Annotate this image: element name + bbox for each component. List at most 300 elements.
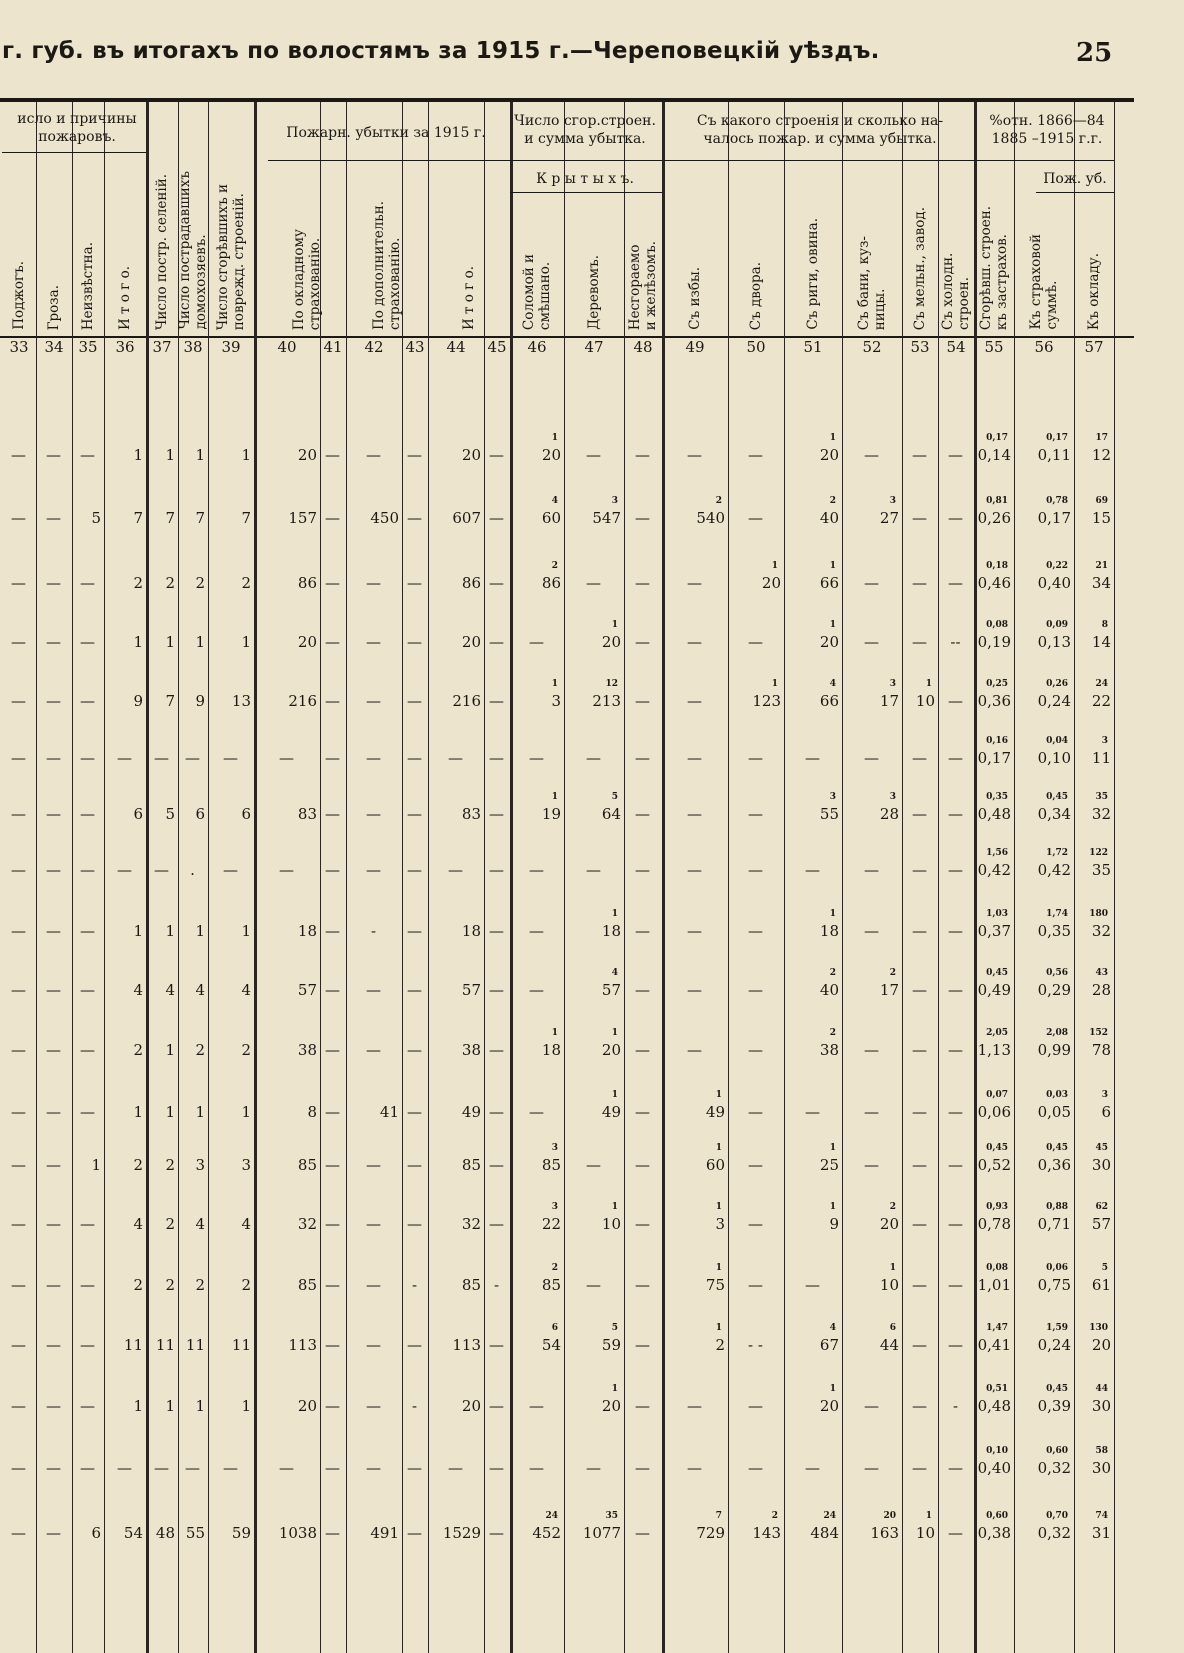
table-cell: — bbox=[489, 574, 504, 592]
column-number: 36 bbox=[115, 338, 135, 356]
table-cell: — bbox=[635, 1459, 650, 1477]
table-cell-count: 2 bbox=[771, 1511, 778, 1521]
table-cell-count: 1 bbox=[551, 433, 558, 443]
table-cell: 18 bbox=[297, 922, 317, 940]
table-cell-count: 24 bbox=[823, 1511, 836, 1521]
table-cell: — bbox=[586, 446, 601, 464]
table-cell: 32 bbox=[461, 1215, 481, 1233]
table-cell: — bbox=[687, 446, 702, 464]
table-cell-count: 0,56 bbox=[1046, 968, 1068, 978]
column-number: 34 bbox=[44, 338, 64, 356]
column-header-label: И т о г о. bbox=[117, 265, 133, 330]
table-cell: — bbox=[489, 1459, 504, 1477]
table-cell: 0,71 bbox=[1037, 1215, 1071, 1233]
column-header bbox=[842, 196, 902, 330]
table-cell: 27 bbox=[879, 509, 899, 527]
column-number: 43 bbox=[405, 338, 425, 356]
table-cell: — bbox=[80, 633, 95, 651]
table-cell: — bbox=[46, 1397, 61, 1415]
column-rule bbox=[104, 102, 105, 1653]
column-header bbox=[974, 196, 1014, 330]
table-cell-count: 1,56 bbox=[986, 848, 1008, 858]
table-cell: — bbox=[11, 1041, 26, 1059]
column-rule bbox=[208, 102, 209, 1653]
column-header bbox=[662, 196, 728, 330]
table-cell: 0,75 bbox=[1037, 1276, 1071, 1294]
table-cell: — bbox=[864, 861, 879, 879]
table-cell: 11 bbox=[155, 1336, 175, 1354]
column-number: 49 bbox=[685, 338, 705, 356]
table-cell: — bbox=[948, 981, 963, 999]
table-cell: 22 bbox=[1091, 692, 1111, 710]
table-cell-count: 0,10 bbox=[986, 1446, 1008, 1456]
table-cell-count: 3 bbox=[889, 679, 896, 689]
table-cell: — bbox=[366, 1336, 381, 1354]
table-cell: — bbox=[325, 1215, 340, 1233]
table-cell: 0,78 bbox=[977, 1215, 1011, 1233]
header-rule bbox=[268, 160, 510, 161]
group-header-burnt: Число сгор.строен. и сумма убытка. bbox=[514, 113, 656, 147]
column-number: 55 bbox=[984, 338, 1004, 356]
table-cell: — bbox=[586, 574, 601, 592]
table-cell: — bbox=[748, 922, 763, 940]
table-cell: — bbox=[687, 749, 702, 767]
table-cell-count: 0,60 bbox=[1046, 1446, 1068, 1456]
table-cell: — bbox=[46, 574, 61, 592]
table-cell: 20 bbox=[819, 446, 839, 464]
table-cell: 19 bbox=[541, 805, 561, 823]
table-cell: 6 bbox=[133, 805, 143, 823]
table-cell: 20 bbox=[297, 633, 317, 651]
table-cell: — bbox=[864, 1041, 879, 1059]
table-cell: 66 bbox=[819, 574, 839, 592]
table-cell: — bbox=[407, 981, 422, 999]
table-cell: 0,38 bbox=[977, 1524, 1011, 1542]
table-cell: 20 bbox=[541, 446, 561, 464]
table-cell: 32 bbox=[1091, 805, 1111, 823]
table-cell-count: 21 bbox=[1095, 561, 1108, 571]
table-cell: 0,17 bbox=[977, 749, 1011, 767]
table-cell: — bbox=[325, 805, 340, 823]
table-cell: — bbox=[489, 446, 504, 464]
table-cell: 0,13 bbox=[1037, 633, 1071, 651]
table-cell-count: 5 bbox=[611, 792, 618, 802]
table-cell: — bbox=[11, 1103, 26, 1121]
table-cell: — bbox=[366, 1276, 381, 1294]
table-cell: 540 bbox=[696, 509, 725, 527]
table-cell: — bbox=[635, 1276, 650, 1294]
table-cell: 85 bbox=[297, 1156, 317, 1174]
table-cell: 2 bbox=[133, 1276, 143, 1294]
table-cell-count: 0,45 bbox=[986, 968, 1008, 978]
table-cell: 113 bbox=[452, 1336, 481, 1354]
table-cell-count: 1 bbox=[715, 1090, 722, 1100]
table-cell: — bbox=[586, 861, 601, 879]
table-cell: — bbox=[366, 981, 381, 999]
table-cell: — bbox=[912, 1215, 927, 1233]
table-cell-count: 2 bbox=[889, 1202, 896, 1212]
table-cell: — bbox=[407, 692, 422, 710]
table-cell: 75 bbox=[705, 1276, 725, 1294]
table-cell-count: 3 bbox=[1101, 736, 1108, 746]
table-cell: — bbox=[748, 749, 763, 767]
table-cell: 157 bbox=[288, 509, 317, 527]
table-cell-count: 1 bbox=[829, 909, 836, 919]
table-cell-count: 0,16 bbox=[986, 736, 1008, 746]
table-cell: — bbox=[948, 692, 963, 710]
table-cell: — bbox=[366, 1459, 381, 1477]
table-cell: — bbox=[366, 692, 381, 710]
table-cell: 59 bbox=[231, 1524, 251, 1542]
table-cell: — bbox=[80, 861, 95, 879]
table-cell-count: 1 bbox=[611, 1028, 618, 1038]
header-rule bbox=[1036, 192, 1114, 193]
table-cell: — bbox=[407, 446, 422, 464]
column-number: 35 bbox=[78, 338, 98, 356]
column-header bbox=[268, 196, 346, 330]
column-number: 41 bbox=[323, 338, 343, 356]
column-rule bbox=[320, 102, 321, 1653]
table-cell: 7 bbox=[241, 509, 251, 527]
table-cell: — bbox=[748, 633, 763, 651]
table-cell: 1 bbox=[91, 1156, 101, 1174]
table-cell: — bbox=[912, 805, 927, 823]
table-cell: — bbox=[46, 861, 61, 879]
table-cell: — bbox=[912, 446, 927, 464]
table-cell: - - bbox=[748, 1336, 763, 1354]
table-cell: — bbox=[864, 922, 879, 940]
table-cell: 20 bbox=[601, 1397, 621, 1415]
column-header-label: Съ мельн., завод. bbox=[912, 206, 928, 330]
table-cell: — bbox=[223, 1459, 238, 1477]
table-cell-count: 8 bbox=[1101, 620, 1108, 630]
column-header bbox=[1074, 196, 1114, 330]
table-cell: 1 bbox=[133, 922, 143, 940]
table-cell: — bbox=[489, 633, 504, 651]
table-cell: 10 bbox=[915, 692, 935, 710]
table-cell: — bbox=[407, 749, 422, 767]
table-cell: — bbox=[80, 749, 95, 767]
table-cell: 0,40 bbox=[977, 1459, 1011, 1477]
table-cell: 3 bbox=[551, 692, 561, 710]
table-cell: — bbox=[912, 1103, 927, 1121]
table-cell-count: 1 bbox=[611, 909, 618, 919]
table-cell: 1 bbox=[165, 1103, 175, 1121]
table-cell: — bbox=[635, 861, 650, 879]
column-number: 50 bbox=[746, 338, 766, 356]
table-cell: 1 bbox=[133, 1397, 143, 1415]
column-header-label: Число постр. селеній. bbox=[154, 173, 170, 330]
table-cell-count: 2 bbox=[715, 496, 722, 506]
table-cell: 491 bbox=[370, 1524, 399, 1542]
table-cell: 1 bbox=[195, 1103, 205, 1121]
table-cell-count: 1 bbox=[829, 620, 836, 630]
table-cell: 49 bbox=[461, 1103, 481, 1121]
table-cell: — bbox=[529, 981, 544, 999]
table-cell: 60 bbox=[541, 509, 561, 527]
table-cell: 0,32 bbox=[1037, 1459, 1071, 1477]
table-cell: 20 bbox=[819, 633, 839, 651]
table-cell: 55 bbox=[819, 805, 839, 823]
column-number: 52 bbox=[862, 338, 882, 356]
table-cell: 20 bbox=[297, 446, 317, 464]
column-rule bbox=[402, 102, 403, 1653]
table-cell: 28 bbox=[879, 805, 899, 823]
table-cell: — bbox=[687, 574, 702, 592]
table-cell: — bbox=[366, 574, 381, 592]
table-cell: 213 bbox=[592, 692, 621, 710]
table-cell: — bbox=[325, 509, 340, 527]
table-cell: 0,99 bbox=[1037, 1041, 1071, 1059]
table-cell: 484 bbox=[810, 1524, 839, 1542]
table-cell: - bbox=[952, 1397, 959, 1415]
table-cell-count: 1 bbox=[829, 433, 836, 443]
table-cell: 0,06 bbox=[977, 1103, 1011, 1121]
column-rule bbox=[728, 102, 729, 1653]
table-cell: 123 bbox=[752, 692, 781, 710]
table-cell-count: 3 bbox=[551, 1143, 558, 1153]
table-cell: — bbox=[46, 922, 61, 940]
table-cell: 0,11 bbox=[1037, 446, 1071, 464]
page-number: 25 bbox=[1076, 38, 1113, 68]
table-cell: 2 bbox=[133, 1041, 143, 1059]
table-cell: 20 bbox=[461, 1397, 481, 1415]
table-cell: — bbox=[279, 749, 294, 767]
column-number: 44 bbox=[446, 338, 466, 356]
table-cell-count: 3 bbox=[829, 792, 836, 802]
table-cell: — bbox=[912, 1397, 927, 1415]
column-rule bbox=[428, 102, 429, 1653]
table-cell: 2 bbox=[133, 574, 143, 592]
table-cell: — bbox=[912, 1276, 927, 1294]
table-cell-count: 12 bbox=[605, 679, 618, 689]
column-header bbox=[208, 120, 254, 330]
table-cell-count: 0,09 bbox=[1046, 620, 1068, 630]
column-header-label: Несгораемо и желѣзомъ. bbox=[627, 240, 659, 330]
column-header-label: Гроза. bbox=[46, 284, 62, 330]
table-cell: — bbox=[366, 805, 381, 823]
table-cell: — bbox=[687, 981, 702, 999]
table-cell: — bbox=[11, 861, 26, 879]
table-cell: — bbox=[279, 861, 294, 879]
table-cell: 60 bbox=[705, 1156, 725, 1174]
table-cell-count: 0,60 bbox=[986, 1511, 1008, 1521]
table-cell: 0,48 bbox=[977, 1397, 1011, 1415]
header-rule bbox=[974, 160, 1114, 161]
column-header bbox=[146, 120, 178, 330]
table-cell: 18 bbox=[819, 922, 839, 940]
table-cell-count: 35 bbox=[1095, 792, 1108, 802]
table-cell-count: 0,25 bbox=[986, 679, 1008, 689]
table-cell: — bbox=[11, 574, 26, 592]
table-cell: 1 bbox=[133, 446, 143, 464]
table-cell: — bbox=[154, 861, 169, 879]
table-cell-count: 44 bbox=[1095, 1384, 1108, 1394]
table-cell: — bbox=[46, 805, 61, 823]
table-cell: — bbox=[687, 1041, 702, 1059]
table-cell: 0,29 bbox=[1037, 981, 1071, 999]
table-cell: 9 bbox=[133, 692, 143, 710]
column-rule bbox=[1014, 102, 1015, 1653]
table-cell: — bbox=[11, 1215, 26, 1233]
table-cell: — bbox=[635, 1156, 650, 1174]
table-cell: 67 bbox=[819, 1336, 839, 1354]
table-cell: — bbox=[748, 981, 763, 999]
table-cell-count: 43 bbox=[1095, 968, 1108, 978]
table-cell: — bbox=[325, 1041, 340, 1059]
table-cell: 11 bbox=[185, 1336, 205, 1354]
table-cell: — bbox=[948, 1103, 963, 1121]
table-cell: 18 bbox=[541, 1041, 561, 1059]
table-cell-count: 3 bbox=[889, 792, 896, 802]
table-cell: 20 bbox=[879, 1215, 899, 1233]
table-cell-count: 0,04 bbox=[1046, 736, 1068, 746]
table-cell-count: 3 bbox=[889, 496, 896, 506]
table-cell: — bbox=[748, 1276, 763, 1294]
table-cell: 1529 bbox=[442, 1524, 481, 1542]
table-cell: — bbox=[948, 1336, 963, 1354]
table-cell: 2 bbox=[241, 1041, 251, 1059]
table-cell: 4 bbox=[195, 1215, 205, 1233]
table-cell-count: 1 bbox=[829, 1202, 836, 1212]
header-rule bbox=[664, 160, 974, 161]
table-cell-count: 0,45 bbox=[1046, 792, 1068, 802]
table-cell: 1 bbox=[165, 446, 175, 464]
table-cell: — bbox=[529, 861, 544, 879]
column-header-label: Число пострадавшихъ домохозяевъ. bbox=[177, 171, 209, 330]
table-cell: 0,41 bbox=[977, 1336, 1011, 1354]
table-cell: 1 bbox=[165, 1041, 175, 1059]
table-cell-count: 1,72 bbox=[1046, 848, 1068, 858]
table-cell: - bbox=[411, 1276, 418, 1294]
column-rule bbox=[784, 102, 785, 1653]
table-cell: — bbox=[687, 861, 702, 879]
table-cell: 32 bbox=[297, 1215, 317, 1233]
table-cell: 40 bbox=[819, 509, 839, 527]
table-cell: — bbox=[80, 1215, 95, 1233]
table-cell-count: 1 bbox=[829, 1384, 836, 1394]
column-header-label: Съ избы. bbox=[687, 267, 703, 330]
table-cell-count: 1 bbox=[829, 1143, 836, 1153]
column-header-label: По окладному страхованію. bbox=[291, 228, 323, 330]
table-cell: 17 bbox=[879, 981, 899, 999]
table-cell: — bbox=[529, 1397, 544, 1415]
table-cell: 18 bbox=[461, 922, 481, 940]
table-cell-count: 1 bbox=[611, 1384, 618, 1394]
table-cell: — bbox=[635, 1524, 650, 1542]
table-cell: — bbox=[325, 1156, 340, 1174]
table-cell: 6 bbox=[241, 805, 251, 823]
table-cell: 0,17 bbox=[1037, 509, 1071, 527]
table-cell-count: 2 bbox=[551, 561, 558, 571]
table-cell: 14 bbox=[1091, 633, 1111, 651]
table-cell: 4 bbox=[241, 1215, 251, 1233]
table-cell: 6 bbox=[91, 1524, 101, 1542]
table-cell: 0,36 bbox=[1037, 1156, 1071, 1174]
table-cell-count: 1 bbox=[611, 1202, 618, 1212]
column-header bbox=[564, 196, 624, 330]
column-number: 37 bbox=[152, 338, 172, 356]
table-cell: 216 bbox=[288, 692, 317, 710]
table-cell: — bbox=[948, 922, 963, 940]
table-cell: 0,39 bbox=[1037, 1397, 1071, 1415]
table-cell-count: 4 bbox=[829, 679, 836, 689]
table-cell: 44 bbox=[879, 1336, 899, 1354]
table-cell-count: 4 bbox=[611, 968, 618, 978]
table-cell-count: 1,47 bbox=[986, 1323, 1008, 1333]
column-number: 38 bbox=[183, 338, 203, 356]
column-header bbox=[902, 196, 938, 330]
table-cell: 7 bbox=[165, 692, 175, 710]
table-cell: — bbox=[366, 1397, 381, 1415]
table-cell: — bbox=[948, 1156, 963, 1174]
table-cell: — bbox=[489, 1397, 504, 1415]
table-cell: — bbox=[635, 1397, 650, 1415]
table-cell: 22 bbox=[541, 1215, 561, 1233]
table-cell: 5 bbox=[165, 805, 175, 823]
table-cell: — bbox=[948, 446, 963, 464]
column-number: 46 bbox=[527, 338, 547, 356]
group-header-ratio: %отн. 1866—84 1885 –1915 г.г. bbox=[989, 113, 1105, 147]
table-cell: — bbox=[635, 1103, 650, 1121]
table-cell: — bbox=[407, 1041, 422, 1059]
table-cell: — bbox=[80, 1459, 95, 1477]
table-cell-count: 1 bbox=[611, 620, 618, 630]
table-cell: — bbox=[325, 922, 340, 940]
table-cell: — bbox=[948, 861, 963, 879]
table-cell: 1 bbox=[195, 446, 205, 464]
table-cell: — bbox=[635, 574, 650, 592]
table-cell-count: 0,22 bbox=[1046, 561, 1068, 571]
table-cell: — bbox=[748, 1041, 763, 1059]
column-number: 54 bbox=[946, 338, 966, 356]
table-cell: — bbox=[529, 922, 544, 940]
table-cell: 1 bbox=[241, 922, 251, 940]
table-cell: — bbox=[46, 1336, 61, 1354]
table-cell: 1,13 bbox=[977, 1041, 1011, 1059]
column-header bbox=[36, 120, 72, 330]
table-cell: 86 bbox=[461, 574, 481, 592]
table-cell: 59 bbox=[601, 1336, 621, 1354]
table-cell: — bbox=[407, 1103, 422, 1121]
column-rule bbox=[36, 102, 37, 1653]
table-cell: 2 bbox=[241, 574, 251, 592]
table-cell: 20 bbox=[761, 574, 781, 592]
table-cell: — bbox=[407, 1336, 422, 1354]
column-number: 40 bbox=[277, 338, 297, 356]
table-cell-count: 0,17 bbox=[1046, 433, 1068, 443]
table-cell: 4 bbox=[165, 981, 175, 999]
table-cell: — bbox=[80, 1103, 95, 1121]
table-cell-count: 17 bbox=[1095, 433, 1108, 443]
table-cell-count: 3 bbox=[1101, 1090, 1108, 1100]
table-cell: — bbox=[80, 922, 95, 940]
table-cell: — bbox=[805, 1276, 820, 1294]
table-cell: — bbox=[11, 1524, 26, 1542]
table-cell: — bbox=[529, 633, 544, 651]
table-cell: — bbox=[80, 1276, 95, 1294]
table-cell: 35 bbox=[1091, 861, 1111, 879]
table-cell: 49 bbox=[705, 1103, 725, 1121]
table-cell: — bbox=[489, 1215, 504, 1233]
table-cell: 30 bbox=[1091, 1397, 1111, 1415]
table-cell: 30 bbox=[1091, 1459, 1111, 1477]
table-cell: — bbox=[46, 1524, 61, 1542]
table-cell: 0,19 bbox=[977, 633, 1011, 651]
table-cell: — bbox=[489, 922, 504, 940]
table-cell: — bbox=[46, 981, 61, 999]
table-cell: . bbox=[190, 861, 195, 879]
